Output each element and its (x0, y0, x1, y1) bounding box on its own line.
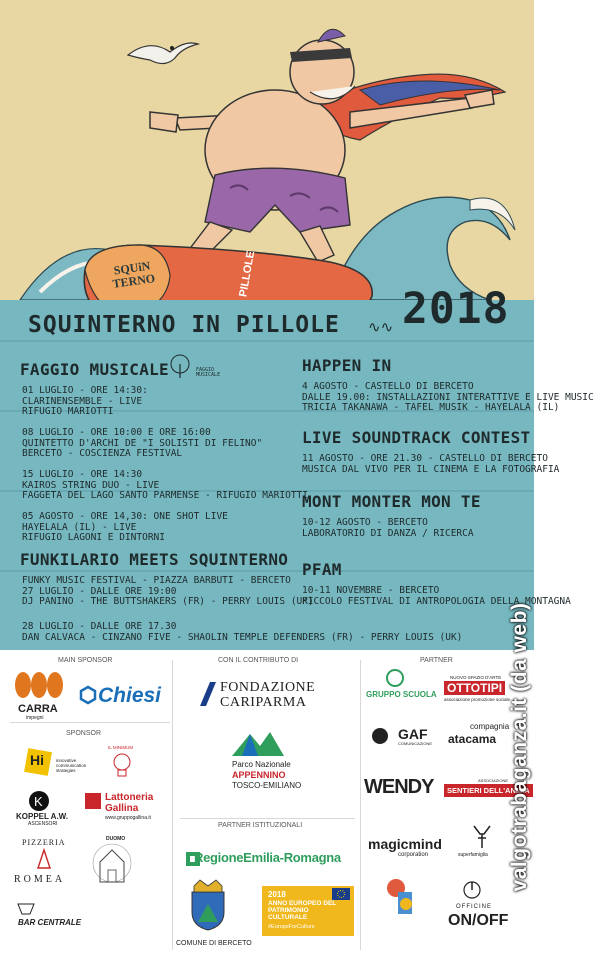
hi-logo: Hi (30, 752, 44, 768)
comune-crest-icon (188, 880, 228, 932)
chiesi-logo: Chiesi (98, 684, 162, 707)
eu-title: ANNO EUROPEO DEL PATRIMONIO CULTURALE (268, 900, 337, 921)
sponsor-label: SPONSOR (66, 730, 102, 737)
happen-details: 4 AGOSTO - CASTELLO DI BERCETO DALLE 19.00: INSTALLAZIONI INTERATTIVE E LIVE MUSIC TRICIA TAKANAWA - TAFEL MUSIK - HAYELALA (IL) (302, 381, 594, 413)
sentieri-top: ASSOCIAZIONE (478, 778, 509, 783)
mmm-details: 10-12 AGOSTO - BERCETO LABORATORIO DI DANZA / RICERCA (302, 517, 474, 539)
lsc-details: 11 AGOSTO - ORE 21.30 - CASTELLO DI BERCETO MUSICA DAL VIVO PER IL CINEMA E LA FOTOGRAFIA (302, 453, 560, 475)
magicmind-sub: corporation (398, 852, 429, 858)
faggio-event-3: 15 LUGLIO - ORE 14:30 KAIROS STRING DUO - LIVE FAGGETA DEL LAGO SANTO PARMENSE - RIFUGIO MARIOTTI (22, 469, 308, 501)
bar-centrale-logo: BAR CENTRALE (18, 918, 82, 927)
faggio-badge: FAGGIO MUSICALE (168, 354, 216, 384)
section-pfam-heading: PFAM (302, 560, 342, 579)
deer-icon (470, 824, 494, 850)
gruppo-scuola-logo: GRUPPO SCUOLA (366, 690, 437, 699)
koppel-icon (28, 790, 50, 812)
atacama-logo: atacama (448, 732, 497, 746)
main-sponsor-label: MAIN SPONSOR (58, 657, 113, 664)
fondazione-line1: FONDAZIONE (220, 680, 316, 695)
ottotipi-sub: associazione promozione sociale (444, 697, 511, 702)
lattoneria-url: www.gruppogallina.it (105, 815, 151, 821)
poster-title: SQUINTERNO IN PILLOLE (28, 312, 340, 338)
bar-cup-icon (16, 902, 36, 916)
partner-label: PARTNER (420, 657, 453, 664)
pizzeria-label: PIZZERIA (22, 838, 66, 847)
church-icon (92, 838, 132, 888)
faggio-event-2: 08 LUGLIO - ORE 10:00 E ORE 16:00 QUINTETTO D'ARCHI DE "I SOLISTI DI FELINO" BERCETO - COSCIENZA FESTIVAL (22, 427, 263, 459)
koppel-sub: ASCENSORI (28, 821, 58, 827)
section-funk-heading: FUNKILARIO MEETS SQUINTERNO (20, 550, 289, 569)
section-happen-heading: HAPPEN IN (302, 356, 392, 375)
squiggle-icon: ∿∿ (368, 318, 394, 336)
gaf-sub: COMUNICAZIONE (398, 741, 432, 746)
board-logo: SQUiN TERNO (111, 258, 156, 291)
carra-logo-icon (14, 670, 64, 700)
divider (360, 660, 361, 950)
watermark: valgotrabaganza.it (da web) (508, 602, 531, 892)
chiesi-icon (80, 686, 96, 704)
art-logo-icon (384, 874, 418, 920)
divider (180, 818, 355, 819)
ottotipi-top: NUOVO SPAZIO D'ARTE (450, 675, 502, 680)
tree-icon (168, 354, 192, 378)
fondazione-line2: CARIPARMA (220, 695, 307, 710)
funk-details: FUNKY MUSIC FESTIVAL - PIAZZA BARBUTI - BERCETO 27 LUGLIO - DALLE ORE 19:00 DJ PANINO - THE BUTTSHAKERS (FR) - PERRY LOUIS (UK) (22, 575, 314, 607)
eu-year: 2018 (268, 890, 286, 899)
pizza-icon (36, 848, 52, 870)
romea-logo: ROMEA (14, 874, 66, 885)
svg-text:K: K (34, 794, 43, 809)
eu-flag-icon (332, 888, 350, 900)
board-text: PILLOLE (237, 250, 258, 298)
funk-details-2: 28 LUGLIO - DALLE ORE 17.30 DAN CALVACA - CINZANO FIVE - SHAOLIN TEMPLE DEFENDERS (FR) - PERRY LOUIS (UK) (22, 621, 463, 643)
faggio-event-1: 01 LUGLIO - ORE 14:30: CLARINENSEMBLE - LIVE RIFUGIO MARIOTTI (22, 385, 148, 417)
section-mmm-heading: MONT MONTER MON TE (302, 492, 481, 511)
duomo-label: DUOMO (106, 836, 126, 842)
divider (172, 660, 173, 950)
lattoneria-line2: Gallina (105, 803, 139, 814)
parco-line1: Parco Nazionale (232, 760, 291, 769)
lattoneria-line1: Lattoneria (105, 792, 154, 803)
parco-line2: APPENNINO (232, 770, 286, 780)
carra-sub: impegni (26, 715, 44, 721)
seagull-icon (128, 43, 198, 64)
wendy-logo: WENDY (364, 776, 434, 798)
lattoneria-icon (84, 792, 102, 810)
sentieri-logo: SENTIERI DELL'ANIMA (444, 784, 533, 797)
regione-logo: RegioneEmilia-Romagna (194, 850, 341, 865)
faggio-event-4: 05 AGOSTO - ORE 14,30: ONE SHOT LIVE HAYELALA (IL) - LIVE RIFUGIO LAGONI E DINTORNI (22, 511, 228, 543)
parco-line3: TOSCO-EMILIANO (232, 781, 302, 790)
purple-shorts (205, 168, 350, 232)
gruppo-scuola-icon (384, 668, 406, 688)
pfam-details: 10-11 NOVEMBRE - BERCETO PICCOLO FESTIVAL DI ANTROPOLOGIA DELLA MONTAGNA (302, 585, 571, 607)
officine-icon (462, 880, 482, 900)
carra-logo: CARRA (18, 703, 58, 715)
gaf-head-icon (370, 726, 390, 746)
superfamiglia-logo: superfamiglia (458, 852, 488, 858)
lightbulb-icon (112, 752, 132, 782)
koppel-logo: KOPPEL A.W. (16, 812, 69, 821)
contrib-label: CON IL CONTRIBUTO DI (218, 657, 299, 664)
eu-hashtag: #EuropeForCulture (268, 924, 315, 930)
gaf-logo: GAF (398, 726, 428, 742)
minimum-label: IL MINIMUM (108, 745, 134, 750)
divider (10, 722, 170, 723)
ottotipi-logo: OTTOTIPI (444, 681, 505, 695)
onoff-logo: ON/OFF (448, 912, 509, 929)
parco-logo-icon (230, 728, 286, 758)
magicmind-logo: magicmind (368, 836, 442, 852)
poster-year: 2018 (402, 284, 510, 334)
section-faggio-heading: FAGGIO MUSICALE (20, 360, 169, 379)
comune-label: COMUNE DI BERCETO (176, 940, 252, 947)
illustration (0, 0, 534, 300)
fondazione-icon (198, 680, 218, 708)
section-lsc-heading: LIVE SOUNDTRACK CONTEST (302, 428, 531, 447)
hi-sub: innovative communication strategies (56, 758, 87, 773)
officine-label: OFFICINE (456, 904, 492, 910)
atacama-top: compagnia (470, 722, 510, 731)
istituzionali-label: PARTNER ISTITUZIONALI (218, 822, 303, 829)
